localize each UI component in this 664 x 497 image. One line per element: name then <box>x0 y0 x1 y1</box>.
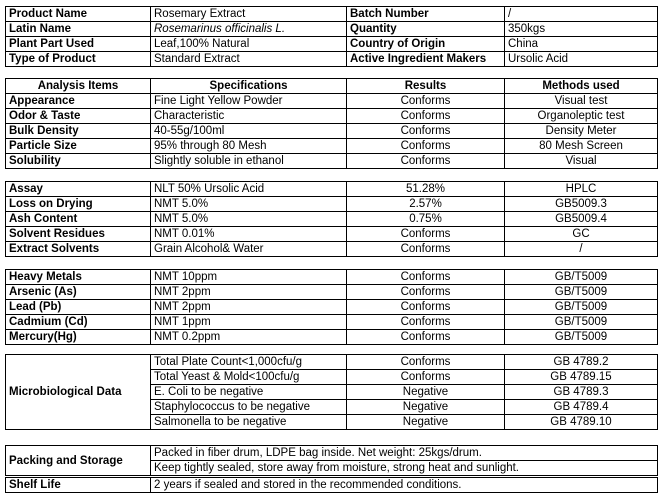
shelf-label: Shelf Life <box>6 478 151 493</box>
product-info-table <box>5 6 658 67</box>
analysis-item: Bulk Density <box>6 124 151 139</box>
specification: NMT 10ppm <box>151 270 347 285</box>
result: Conforms <box>347 355 505 370</box>
packing-row <box>6 446 658 461</box>
latin-name-value: Rosemarinus officinalis L. <box>151 22 347 37</box>
info-row <box>6 37 658 52</box>
table-row <box>6 355 658 370</box>
analysis-header <box>6 79 658 94</box>
method: GB5009.4 <box>505 212 658 227</box>
analysis-item: Assay <box>6 182 151 197</box>
packing-line-2: Keep tightly sealed, store away from moisture, strong heat and sunlight. <box>151 461 658 476</box>
table-row <box>6 330 658 345</box>
result: Conforms <box>347 300 505 315</box>
table-row <box>6 270 658 285</box>
result: Negative <box>347 415 505 430</box>
specification: NMT 0.2ppm <box>151 330 347 345</box>
analysis-item: Cadmium (Cd) <box>6 315 151 330</box>
quantity-label: Quantity <box>347 22 505 37</box>
header-methods: Methods used <box>505 79 658 94</box>
info-row <box>6 52 658 67</box>
method: GB/T5009 <box>505 300 658 315</box>
method: Organoleptic test <box>505 109 658 124</box>
analysis-item: Solvent Residues <box>6 227 151 242</box>
header-results: Results <box>347 79 505 94</box>
micro-table <box>5 354 658 430</box>
type-value: Standard Extract <box>151 52 347 67</box>
metals-table <box>5 269 658 345</box>
method: Density Meter <box>505 124 658 139</box>
result: 0.75% <box>347 212 505 227</box>
analysis-item: Solubility <box>6 154 151 169</box>
analysis-item: Lead (Pb) <box>6 300 151 315</box>
table-row <box>6 154 658 169</box>
method: Visual test <box>505 94 658 109</box>
quantity-value: 350kgs <box>505 22 658 37</box>
table-row <box>6 300 658 315</box>
specification: NMT 5.0% <box>151 197 347 212</box>
result: Conforms <box>347 370 505 385</box>
specification: 95% through 80 Mesh <box>151 139 347 154</box>
specification: NMT 2ppm <box>151 285 347 300</box>
result: Conforms <box>347 227 505 242</box>
table-row <box>6 124 658 139</box>
table-row <box>6 227 658 242</box>
micro-label: Microbiological Data <box>6 355 151 430</box>
analysis-item: Ash Content <box>6 212 151 227</box>
micro-group <box>6 355 658 430</box>
origin-label: Country of Origin <box>347 37 505 52</box>
specification: Grain Alcohol& Water <box>151 242 347 257</box>
plant-part-value: Leaf,100% Natural <box>151 37 347 52</box>
chemical-table <box>5 181 658 257</box>
analysis-table <box>5 78 658 169</box>
analysis-item: Loss on Drying <box>6 197 151 212</box>
result: Conforms <box>347 285 505 300</box>
table-row <box>6 315 658 330</box>
analysis-item: Odor & Taste <box>6 109 151 124</box>
header-items: Analysis Items <box>6 79 151 94</box>
method: GB5009.3 <box>505 197 658 212</box>
result: Conforms <box>347 315 505 330</box>
active-value: Ursolic Acid <box>505 52 658 67</box>
method: GB 4789.4 <box>505 400 658 415</box>
type-label: Type of Product <box>6 52 151 67</box>
packing-label: Packing and Storage <box>6 446 151 476</box>
method: GB/T5009 <box>505 270 658 285</box>
result: Conforms <box>347 124 505 139</box>
product-name-value: Rosemary Extract <box>151 7 347 22</box>
specification: 40-55g/100ml <box>151 124 347 139</box>
latin-name-label: Latin Name <box>6 22 151 37</box>
method: GB/T5009 <box>505 330 658 345</box>
table-row <box>6 182 658 197</box>
result: Conforms <box>347 139 505 154</box>
specification: Characteristic <box>151 109 347 124</box>
analysis-item: Appearance <box>6 94 151 109</box>
table-row <box>6 197 658 212</box>
specification: Slightly soluble in ethanol <box>151 154 347 169</box>
table-row <box>6 285 658 300</box>
analysis-item: Mercury(Hg) <box>6 330 151 345</box>
method: GB/T5009 <box>505 315 658 330</box>
result: Negative <box>347 385 505 400</box>
table-row <box>6 109 658 124</box>
method: / <box>505 242 658 257</box>
origin-value: China <box>505 37 658 52</box>
specification: NMT 2ppm <box>151 300 347 315</box>
specification: E. Coli to be negative <box>151 385 347 400</box>
specification: NMT 0.01% <box>151 227 347 242</box>
method: GB/T5009 <box>505 285 658 300</box>
info-row <box>6 22 658 37</box>
specification: NLT 50% Ursolic Acid <box>151 182 347 197</box>
method: GB 4789.3 <box>505 385 658 400</box>
method: GB 4789.15 <box>505 370 658 385</box>
batch-number-value: / <box>505 7 658 22</box>
method: 80 Mesh Screen <box>505 139 658 154</box>
table-row <box>6 139 658 154</box>
table-row <box>6 94 658 109</box>
result: Conforms <box>347 109 505 124</box>
shelf-table <box>5 477 658 493</box>
result: 51.28% <box>347 182 505 197</box>
header-specs: Specifications <box>151 79 347 94</box>
active-label: Active Ingredient Makers <box>347 52 505 67</box>
table-row <box>6 212 658 227</box>
method: GC <box>505 227 658 242</box>
table-row <box>6 242 658 257</box>
specification: Total Yeast & Mold<100cfu/g <box>151 370 347 385</box>
result: Conforms <box>347 242 505 257</box>
plant-part-label: Plant Part Used <box>6 37 151 52</box>
packing-table <box>5 445 658 476</box>
analysis-item: Arsenic (As) <box>6 285 151 300</box>
packing-line-1: Packed in fiber drum, LDPE bag inside. Net weight: 25kgs/drum. <box>151 446 658 461</box>
method: Visual <box>505 154 658 169</box>
analysis-item: Particle Size <box>6 139 151 154</box>
specification: NMT 5.0% <box>151 212 347 227</box>
shelf-row <box>6 478 658 493</box>
method: HPLC <box>505 182 658 197</box>
batch-number-label: Batch Number <box>347 7 505 22</box>
physical-group <box>6 94 658 169</box>
specification: Fine Light Yellow Powder <box>151 94 347 109</box>
shelf-value: 2 years if sealed and stored in the recommended conditions. <box>151 478 658 493</box>
product-name-label: Product Name <box>6 7 151 22</box>
result: Conforms <box>347 154 505 169</box>
specification: NMT 1ppm <box>151 315 347 330</box>
chemical-group <box>6 182 658 257</box>
result: 2.57% <box>347 197 505 212</box>
result: Conforms <box>347 94 505 109</box>
header-row <box>6 79 658 94</box>
specification: Total Plate Count<1,000cfu/g <box>151 355 347 370</box>
analysis-item: Heavy Metals <box>6 270 151 285</box>
result: Conforms <box>347 270 505 285</box>
specification: Staphylococcus to be negative <box>151 400 347 415</box>
metals-group <box>6 270 658 345</box>
info-row <box>6 7 658 22</box>
result: Conforms <box>347 330 505 345</box>
method: GB 4789.2 <box>505 355 658 370</box>
specification: Salmonella to be negative <box>151 415 347 430</box>
analysis-item: Extract Solvents <box>6 242 151 257</box>
method: GB 4789.10 <box>505 415 658 430</box>
result: Negative <box>347 400 505 415</box>
